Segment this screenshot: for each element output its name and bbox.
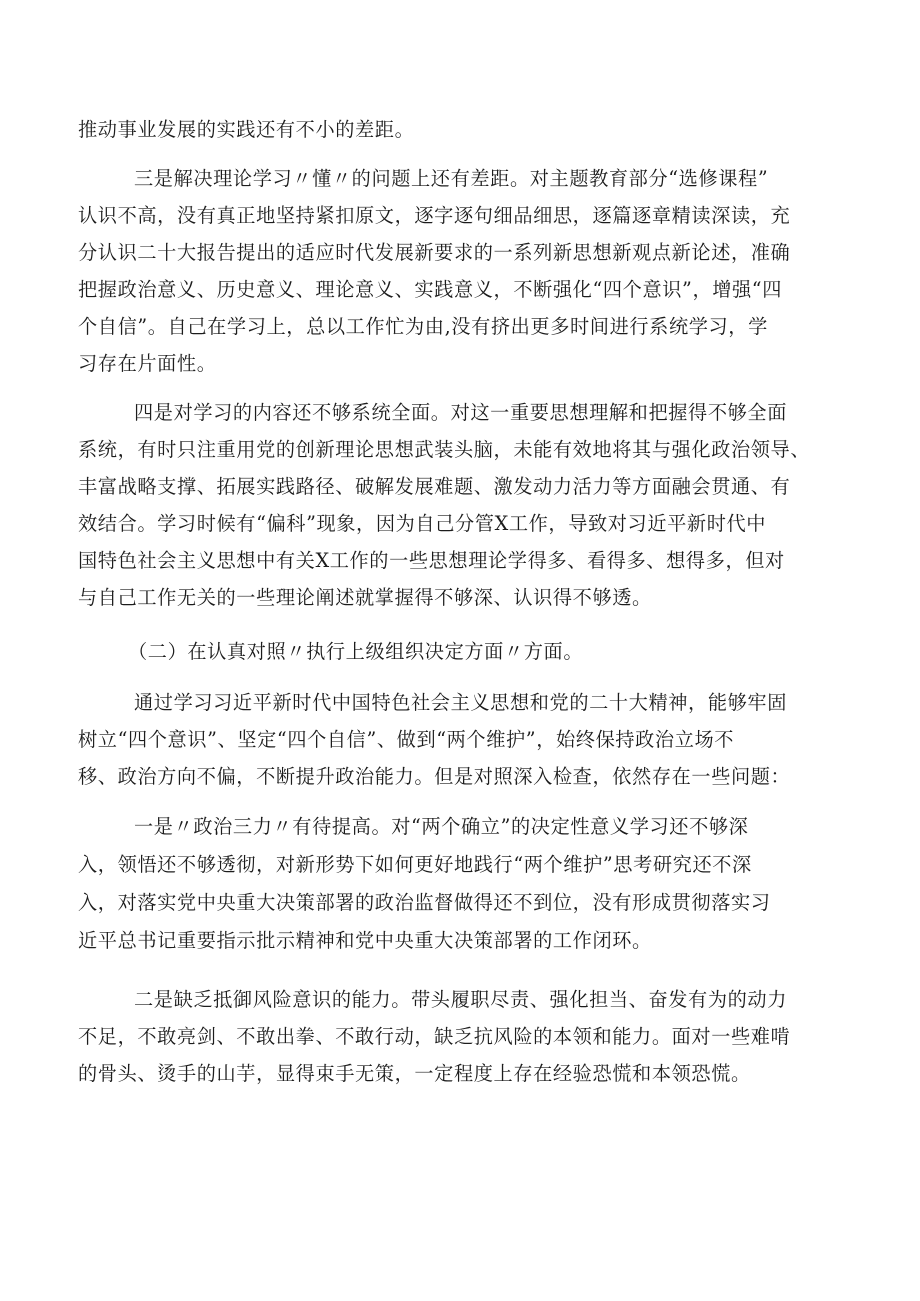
- text-line: 把握政治意义、历史意义、理论意义、实践意义，不断强化“四个意识”，增强“四: [78, 278, 783, 301]
- text-line: 推动事业发展的实践还有不小的差距。: [78, 118, 415, 141]
- text-line: 系统，有时只注重用党的创新理论思想武装头脑，未能有效地将其与强化政治领导、: [78, 438, 811, 461]
- text-line: 不足，不敢亮剑、不敢出拳、不敢行动，缺乏抗风险的本领和能力。面对一些难啃: [78, 1025, 791, 1048]
- text-line: 通过学习习近平新时代中国特色社会主义思想和党的二十大精神，能够牢固: [134, 691, 787, 714]
- text-line: 的骨头、烫手的山芋，显得束手无策，一定程度上存在经验恐慌和本领恐慌。: [78, 1062, 751, 1085]
- item-1-heading: 一是〃政治三力〃有待提高。对“两个确立”的决定性意义学习还不够深: [134, 815, 749, 838]
- text-line: 丰富战略支撑、拓展实践路径、破解发展难题、激发动力活力等方面融会贯通、有: [78, 475, 791, 498]
- text-line: 国特色社会主义思想中有关X工作的一些思想理论学得多、看得多、想得多，但对: [78, 549, 785, 572]
- text-line: 分认识二十大报告提出的适应时代发展新要求的一系列新思想新观点新论述，准确: [78, 241, 791, 264]
- text-line: 个自信”。自己在学习上，总以工作忙为由,没有挤出更多时间进行系统学习，学: [78, 315, 768, 338]
- text-line: 入，对落实党中央重大决策部署的政治监督做得还不到位，没有形成贯彻落实习: [78, 891, 771, 914]
- text-line: 与自己工作无关的一些理论阐述就掌握得不够深、认识得不够透。: [78, 586, 652, 609]
- text-line: 近平总书记重要指示批示精神和党中央重大决策部署的工作闭环。: [78, 929, 652, 952]
- item-2-heading: 二是缺乏抵御风险意识的能力。带头履职尽责、强化担当、奋发有为的动力: [134, 988, 787, 1011]
- text-line: 效结合。学习时候有“偏科”现象，因为自己分管X工作，导致对习近平新时代中: [78, 512, 767, 535]
- text-line: 认识不高，没有真正地坚持紧扣原文，逐字逐句细品细思，逐篇逐章精读深读，充: [78, 204, 791, 227]
- text-line: 习存在片面性。: [78, 352, 217, 375]
- section-heading: （二）在认真对照〃执行上级组织决定方面〃方面。: [128, 640, 584, 663]
- text-line: 树立“四个意识”、坚定“四个自信”、做到“两个维护”，始终保持政治立场不: [78, 728, 735, 751]
- text-line: 移、政治方向不偏，不断提升政治能力。但是对照深入检查，依然存在一些问题：: [78, 765, 791, 788]
- paragraph-4-heading: 四是对学习的内容还不够系统全面。对这一重要思想理解和把握得不够全面: [134, 401, 787, 424]
- paragraph-3-heading: 三是解决理论学习〃懂〃的问题上还有差距。对主题教育部分“选修课程”: [134, 167, 769, 190]
- text-line: 入，领悟还不够透彻，对新形势下如何更好地践行“两个维护”思考研究还不深: [78, 853, 752, 876]
